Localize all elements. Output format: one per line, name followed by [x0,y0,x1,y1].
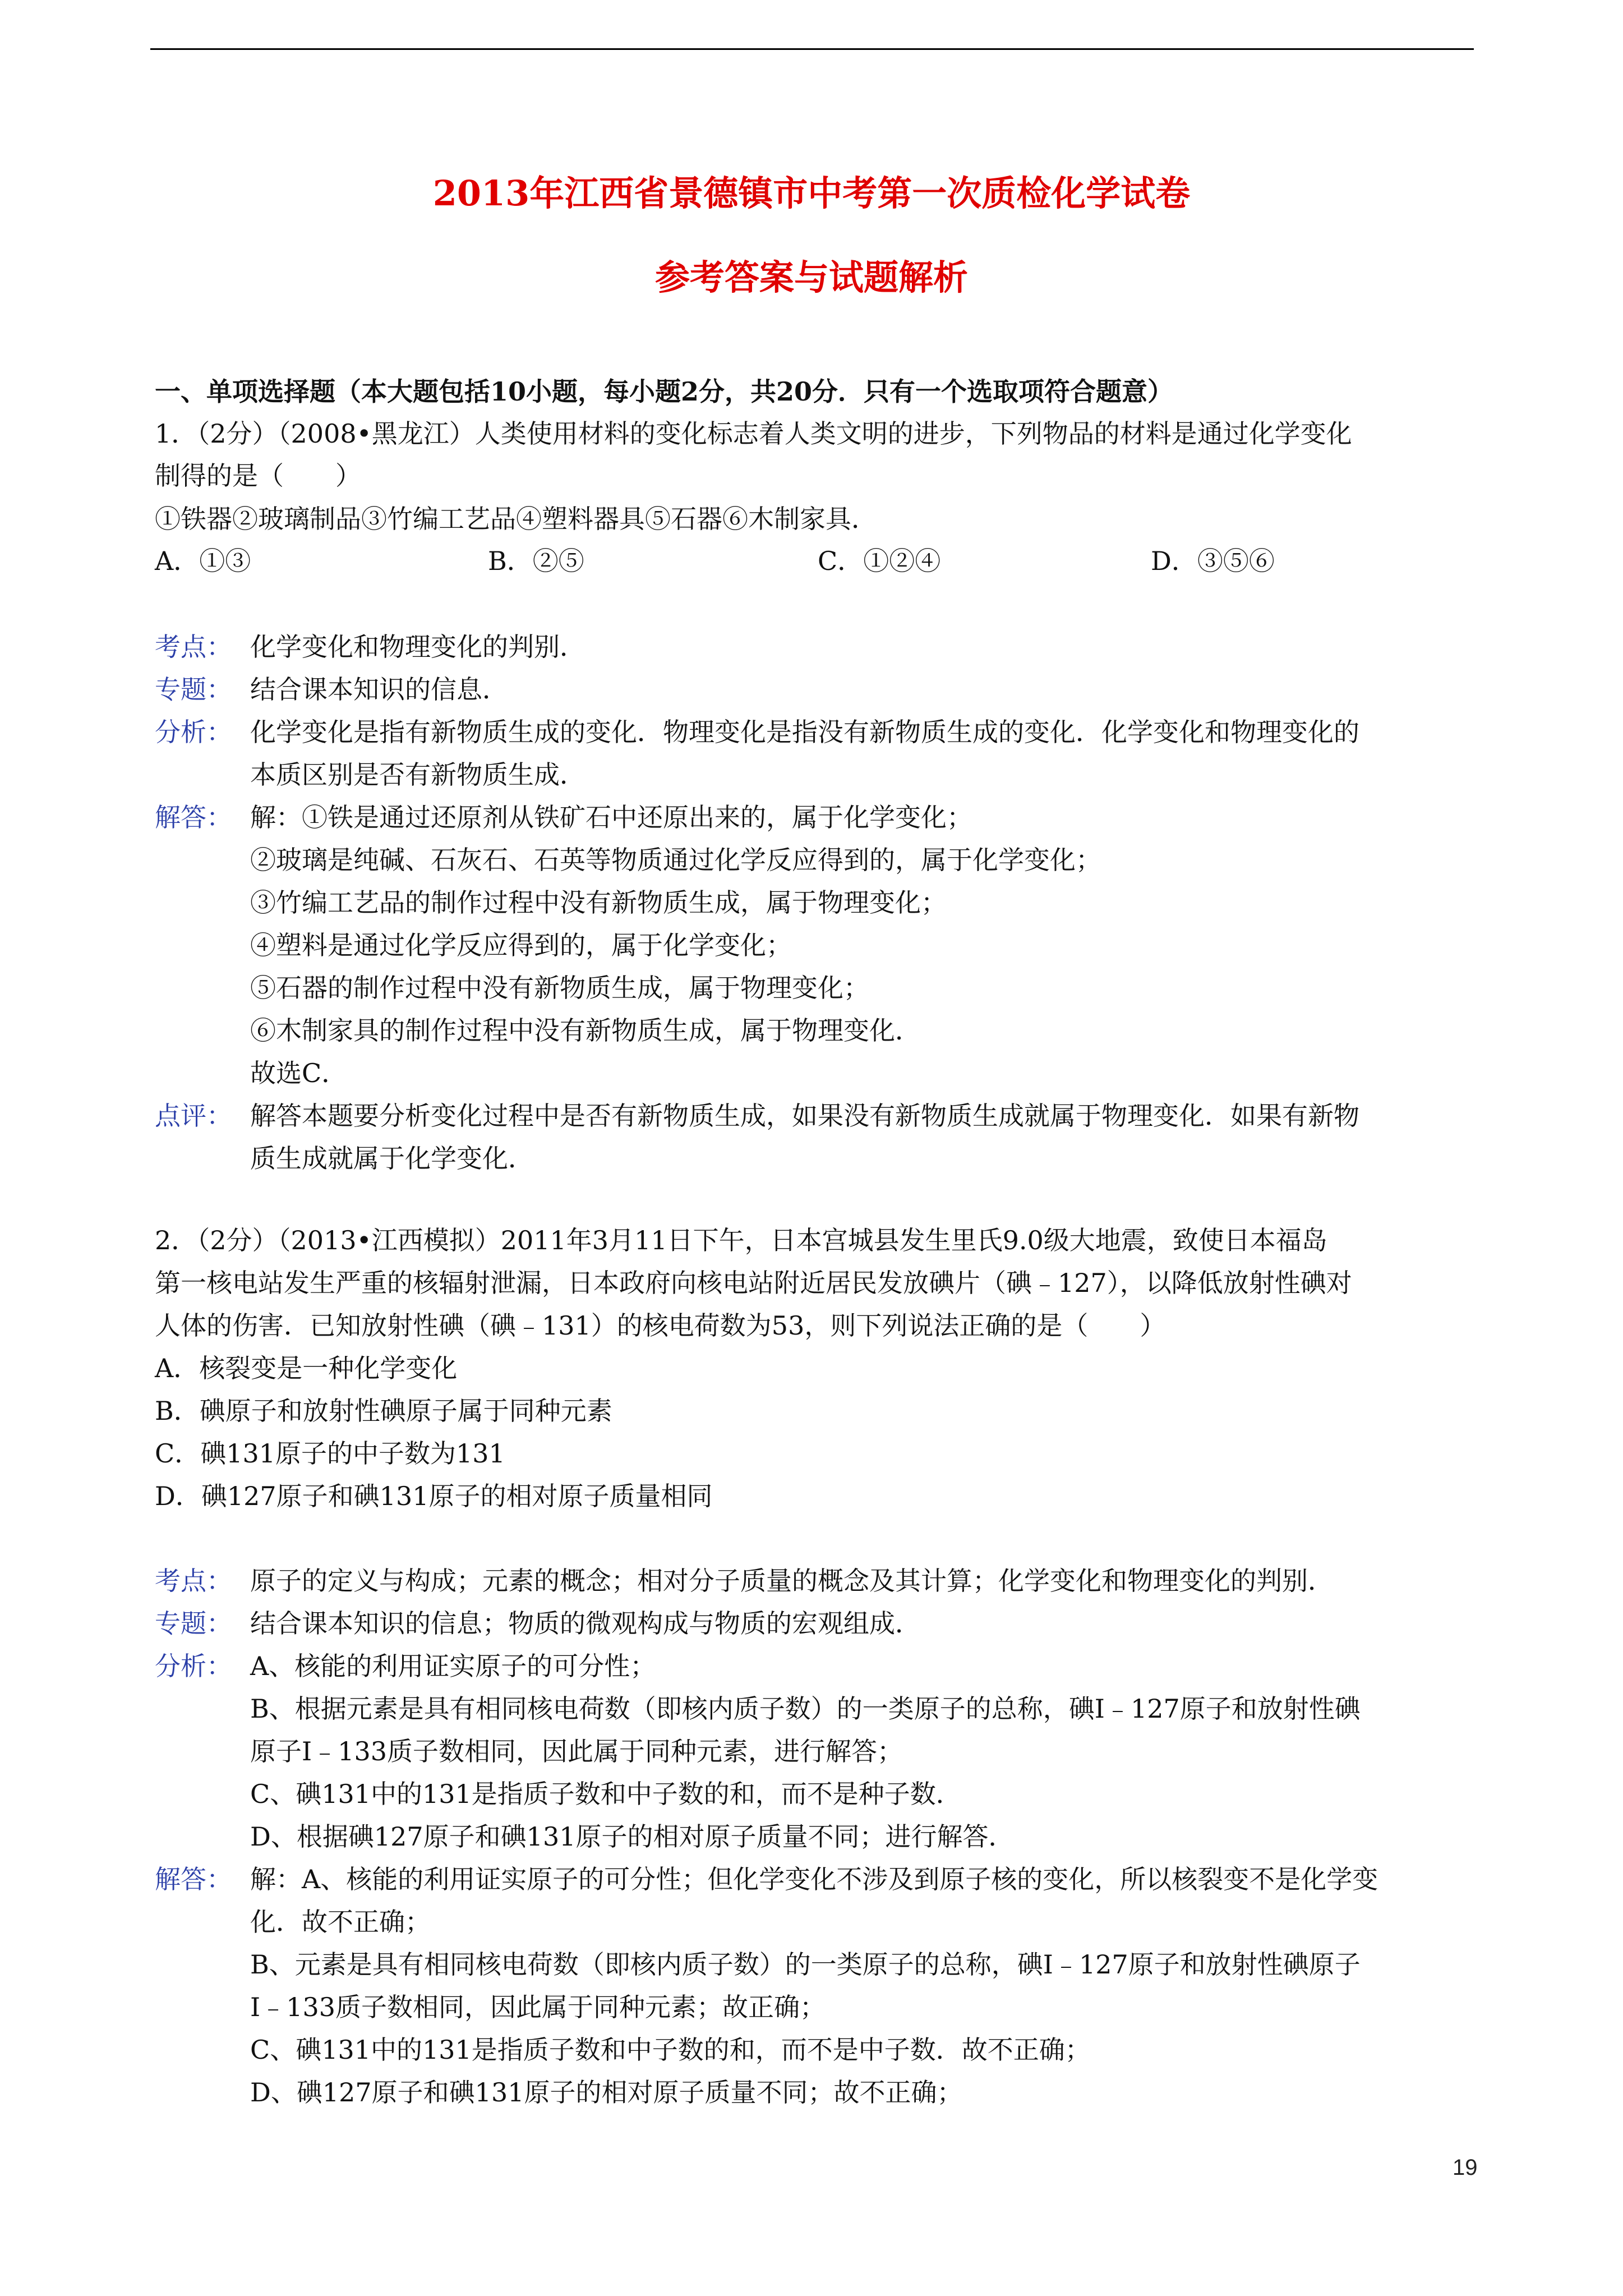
q2-kaodian-label: 考点： [155,1566,232,1596]
q2-jieda-line: 解：A、核能的利用证实原子的可分性；但化学变化不涉及到原子核的变化，所以核裂变不是化学变 [250,1864,1378,1894]
q2-option-b: B．碘原子和放射性碘原子属于同种元素 [155,1396,612,1426]
q1-option-d: D．③⑤⑥ [1151,546,1275,576]
header-rule [150,48,1474,50]
q2-fenxi-label: 分析： [155,1651,232,1681]
q1-fenxi-line: 本质区别是否有新物质生成． [250,760,585,790]
q2-fenxi-line: D、根据碘127原子和碘131原子的相对原子质量不同；进行解答． [250,1821,1015,1852]
q1-dianping-line: 解答本题要分析变化过程中是否有新物质生成，如果没有新物质生成就属于物理变化．如果有新物 [250,1101,1359,1131]
q1-zhuanti: 结合课本知识的信息． [250,674,508,705]
q1-option-c: C．①②④ [818,546,941,576]
q2-jieda-line: D、碘127原子和碘131原子的相对原子质量不同；故不正确； [250,2077,963,2108]
q1-dianping-line: 质生成就属于化学变化． [250,1143,534,1174]
q1-fenxi-line: 化学变化是指有新物质生成的变化．物理变化是指没有新物质生成的变化．化学变化和物理变化的 [250,717,1359,747]
q2-fenxi-line: A、核能的利用证实原子的可分性； [250,1651,656,1681]
q2-option-d: D．碘127原子和碘131原子的相对原子质量相同 [155,1481,713,1511]
q1-jieda-line: ③竹编工艺品的制作过程中没有新物质生成，属于物理变化； [250,887,947,918]
q1-option-b: B．②⑤ [488,546,584,576]
q1-fenxi-label: 分析： [155,717,232,747]
q1-jieda-line: 故选C． [250,1058,348,1088]
q2-option-c: C．碘131原子的中子数为131 [155,1438,505,1469]
q1-jieda-line: ④塑料是通过化学反应得到的，属于化学变化； [250,930,792,960]
q2-stem-line: 第一核电站发生严重的核辐射泄漏，日本政府向核电站附近居民发放碘片（碘﹣127），以降低放射性碘对 [155,1268,1352,1298]
q2-kaodian: 原子的定义与构成；元素的概念；相对分子质量的概念及其计算；化学变化和物理变化的判别． [250,1566,1334,1596]
q1-dianping-label: 点评： [155,1101,232,1131]
q1-kaodian: 化学变化和物理变化的判别． [250,632,585,662]
q1-jieda-line: ②玻璃是纯碱、石灰石、石英等物质通过化学反应得到的，属于化学变化； [250,845,1101,875]
q1-stem-line: ①铁器②玻璃制品③竹编工艺品④塑料器具⑤石器⑥木制家具． [155,504,877,534]
q1-jieda-line: 解：①铁是通过还原剂从铁矿石中还原出来的，属于化学变化； [250,802,972,832]
q1-jieda-label: 解答： [155,802,232,832]
q2-jieda-line: 化．故不正确； [250,1907,431,1937]
q2-zhuanti-label: 专题： [155,1608,232,1639]
q1-stem-line: 制得的是（ ） [155,461,361,491]
q2-fenxi-line: C、碘131中的131是指质子数和中子数的和，而不是种子数． [250,1779,962,1809]
q2-jieda-line: C、碘131中的131是指质子数和中子数的和，而不是中子数．故不正确； [250,2035,1091,2065]
q2-fenxi-line: B、根据元素是具有相同核电荷数（即核内质子数）的一类原子的总称，碘Ⅰ﹣127原子和放射性碘 [250,1694,1361,1724]
q1-kaodian-label: 考点： [155,632,232,662]
page-number: 19 [1453,2155,1478,2180]
q2-stem-line: 2．（2分）（2013•江西模拟）2011年3月11日下午，日本宫城县发生里氏9.0级大地震，致使日本福岛 [155,1225,1327,1255]
q1-jieda-line: ⑥木制家具的制作过程中没有新物质生成，属于物理变化． [250,1015,921,1046]
document-title: 2013年江西省景德镇市中考第一次质检化学试卷 [432,173,1191,214]
q2-zhuanti: 结合课本知识的信息；物质的微观构成与物质的宏观组成． [250,1608,921,1639]
document-subtitle: 参考答案与试题解析 [654,257,968,298]
q2-stem-line: 人体的伤害．已知放射性碘（碘﹣131）的核电荷数为53，则下列说法正确的是（ ） [155,1310,1166,1341]
q2-jieda-label: 解答： [155,1864,232,1894]
q1-option-a: A．①③ [155,546,251,576]
q1-zhuanti-label: 专题： [155,674,232,705]
q2-jieda-line: B、元素是具有相同核电荷数（即核内质子数）的一类原子的总称，碘Ⅰ﹣127原子和放射性碘原子 [250,1949,1361,1980]
q1-stem-line: 1．（2分）（2008•黑龙江）人类使用材料的变化标志着人类文明的进步，下列物品的材料是通过化学变化 [155,418,1352,449]
section-heading: 一、单项选择题（本大题包括10小题，每小题2分，共20分．只有一个选取项符合题意） [155,376,1174,407]
q2-fenxi-line: 原子Ⅰ﹣133质子数相同，因此属于同种元素，进行解答； [250,1736,903,1766]
q1-jieda-line: ⑤石器的制作过程中没有新物质生成，属于物理变化； [250,973,869,1003]
q2-jieda-line: Ⅰ﹣133质子数相同，因此属于同种元素；故正确； [250,1992,826,2022]
q2-option-a: A．核裂变是一种化学变化 [155,1353,458,1383]
